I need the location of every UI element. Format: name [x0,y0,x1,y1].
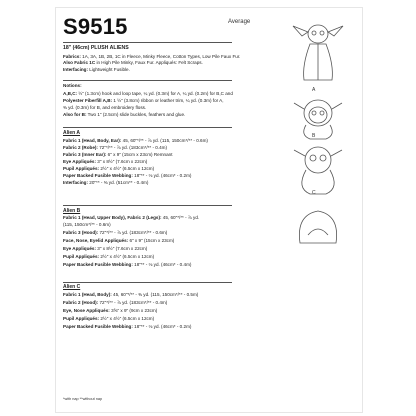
notions-line: A,B,C: ½" (1.3cm) hook and loop tape, ¼ yd. (0.3m) for A, ¼ yd. (0.2m) for B,C and [63,91,233,96]
fabrics-line: Fabrics: 1A, 3A, 1B, 2B, 1C in Fleece, Minky Fleece, Cotton Types, Low Pile Faux Fur. [63,54,241,59]
section-heading-alien-a: Alien A [63,130,81,136]
alien-a-figure [288,20,348,90]
pattern-title: 18" (46cm) PLUSH ALIENS [63,45,129,51]
yardage-line: Eye, Nose Appliqués: 3⅝" x 9" (9cm x 23cm) [63,308,158,313]
yardage-line: Eye Appliqués: 3" x 8½" (7.6cm x 22cm) [63,159,148,164]
yardage-line: Fabric 3 (Hood): 72"*/** - ⅞ yd. (183cm*/** - 0.6m) [63,230,168,235]
header-rule [63,42,232,43]
yardage-line: Pupil Appliqués: 2½" x 4½" (6.5cm x 12cm) [63,254,155,259]
fabrics-line: Also Fabric 1C in High Pile Minky, Faux Fur. Appliqués: Felt Scraps. [63,60,203,65]
yardage-line: Paper Backed Fusible Webbing: 18"** - ⅛ yd. (46cm* - 0.4m) [63,262,192,267]
divider [63,80,232,81]
notions-line: ⅜ yd. (0.3m) for B, and embroidery floss. [63,105,147,110]
footnote: *with nap **without nap [63,397,103,401]
yardage-line: Fabric 1 (Head, Body): 45, 60"*/** - ⅜ yd. (115, 150cm*/** - 0.5m) [63,292,199,297]
interfacing-line: Interfacing: Lightweight Fusible. [63,67,130,72]
yardage-line: Fabric 3 (Inner Ear): 6" x 9" (15cm x 23cm) Remnant [63,152,173,157]
yardage-line: Face, Nose, Eyelid Appliqués: 6" x 9" (15cm x 23cm) [63,238,175,243]
figure-letter-a: A [312,87,316,93]
alien-c-figure [288,140,348,200]
figure-letter-c: C [312,190,316,196]
yardage-line: Interfacing: 20"** - ⅜ yd. (51cm** - 0.4m) [63,180,149,185]
section-heading-alien-c: Alien C [63,284,81,290]
yardage-line: Fabric 1 (Head, Body, Ear): 45, 60"*/** - ⅞ yd. (115, 150cm*/** - 0.6m) [63,138,208,143]
yardage-line: Paper Backed Fusible Webbing: 18"** - ⅛ yd. (46cm* - 0.2m) [63,173,192,178]
yardage-line: (115, 150cm*/** - 0.6m) [63,222,111,227]
notions-heading: Notions: [63,83,82,88]
section-heading-alien-b: Alien B [63,208,81,214]
notions-line: Polyester Fiberfill A,B: 1 ½" (3.8cm) ribbon or leather trim, ¼ yd. (0.3m) for A, [63,98,224,103]
alien-c-back-figure [292,205,344,250]
alien-b-figure [290,95,346,143]
figure-letter-b: B [312,133,316,139]
yardage-line: Paper Backed Fusible Webbing: 18"** - ⅛ yd. (46cm* - 0.2m) [63,324,192,329]
divider [63,282,232,283]
yardage-line: Fabric 1 (Head, Upper Body), Fabric 2 (Legs): 45, 60"*/** - ⅞ yd. [63,215,200,220]
yardage-line: Fabric 2 (Robe): 72"*/** - ⅞ yd. (183cm*/** - 0.4m) [63,145,168,150]
yardage-line: Eye Appliqués: 3" x 8½" (7.6cm x 22cm) [63,246,148,251]
notions-line: Also for B: Two 1" (2.5cm) slide buckles, feathers and glue. [63,112,186,117]
yardage-line: Fabric 2 (Hood): 72"*/** - ⅞ yd. (183cm*/** - 0.4m) [63,300,168,305]
yardage-line: Pupil Appliqués: 2½" x 4½" (6.5cm x 12cm) [63,166,155,171]
pattern-number: S9515 [63,14,128,39]
fit-label: Average [228,19,251,25]
divider [63,127,232,128]
divider [63,205,232,206]
yardage-line: Pupil Appliqués: 2½" x 4½" (6.5cm x 12cm) [63,316,155,321]
